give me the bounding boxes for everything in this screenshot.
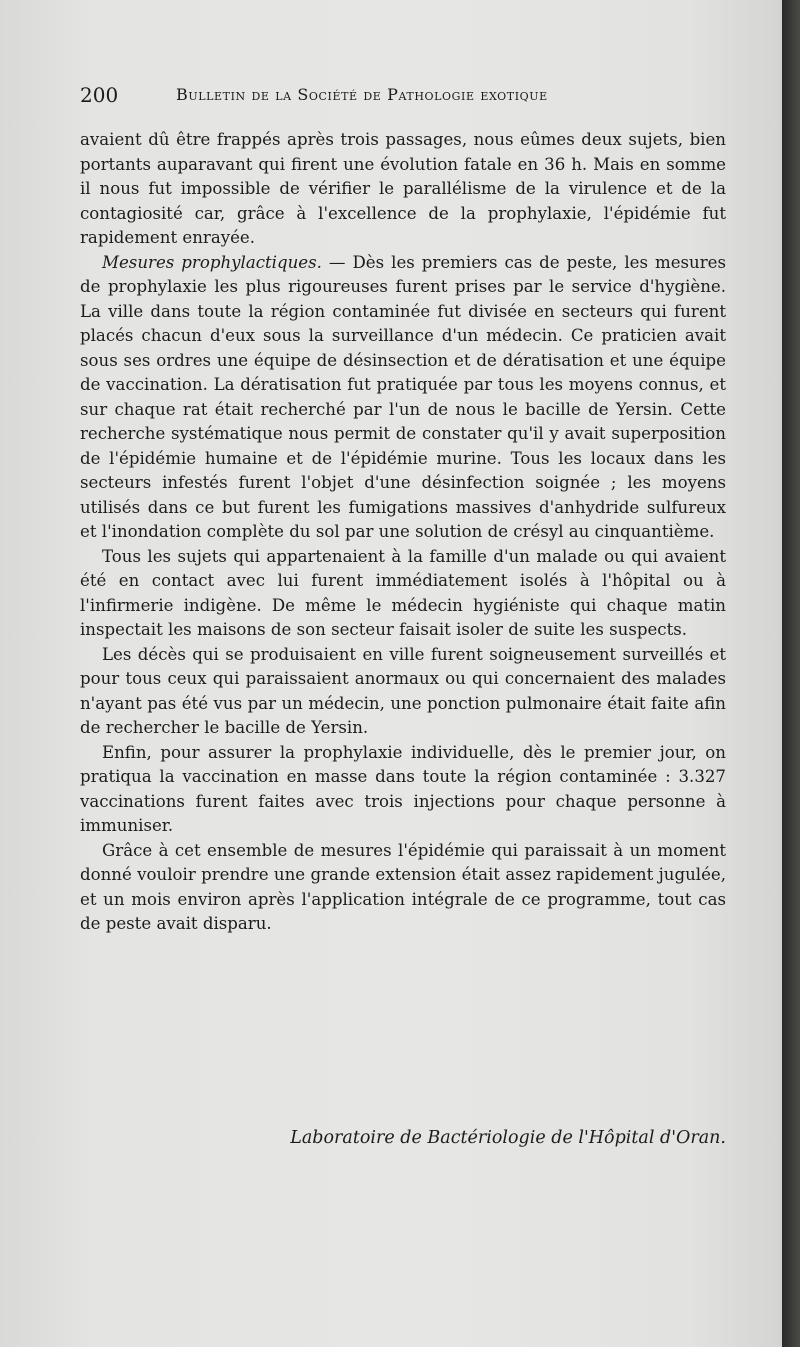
paragraph-text: — Dès les premiers cas de peste, les mesures de prophylaxie les plus rigoureuses furent prises par le service d'hygiène. La ville dans toute la région contaminée fut divisée en secteurs qui furent placés chacun d'eux sous la surveillance d'un médecin. Ce praticien avait sous ses ordres une équipe de désinsection et de dératisation et une équipe de vaccination. La dératisation fut pratiquée par tous les moyens connus, et sur chaque rat était recherché par l'un de nous le bacille de Yersin. Cette recherche systématique nous permit de constater qu'il y avait superposition de l'épidémie humaine et de l'épidémie murine. Tous les locaux dans les secteurs infestés furent l'objet d'une désinfection soignée ; les moyens utilisés dans ce but furent les fumigations massives d'anhydride sulfureux et l'inondation complète du sol par une solution de crésyl au cinquantième.: [80, 252, 726, 541]
paragraph: Grâce à cet ensemble de mesures l'épidémie qui paraissait à un moment donné vouloir prendre une grande extension était assez rapidement jugulée, et un mois environ après l'application intégrale de ce programme, tout cas de peste avait disparu.: [80, 840, 726, 933]
paragraph: Enfin, pour assurer la prophylaxie individuelle, dès le premier jour, on pratiqua la vaccination en masse dans toute la région contaminée : 3.327 vaccinations furent faites avec trois injections pour chaque personne à immuniser.: [80, 742, 726, 835]
running-title: Bulletin de la Société de Pathologie exotique: [176, 85, 548, 104]
paragraph: avaient dû être frappés après trois passages, nous eûmes deux sujets, bien portants auparavant qui firent une évolution fatale en 36 h. Mais en somme il nous fut impossible de vérifier le parallélisme de la virulence et de la contagiosité car, grâce à l'excellence de la prophylaxie, l'épidémie fut rapidement enrayée.: [80, 130, 726, 247]
page-header: [80, 83, 728, 113]
page-number: 200: [80, 83, 119, 107]
section-title: Mesures prophylactiques.: [102, 252, 322, 272]
signature: Laboratoire de Bactériologie de l'Hôpital d'Oran.: [290, 1128, 726, 1148]
body-text: [80, 128, 726, 937]
page-edge-shadow: [782, 0, 800, 1347]
paragraph: [80, 251, 726, 545]
paragraph: Les décès qui se produisaient en ville furent soigneusement surveillés et pour tous ceux qui paraissaient anormaux ou qui concernaient des malades n'ayant pas été vus par un médecin, une ponction pulmonaire était faite afin de rechercher le bacille de Yersin.: [80, 644, 726, 737]
paragraph: Tous les sujets qui appartenaient à la famille d'un malade ou qui avaient été en contact avec lui furent immédiatement isolés à l'hôpital ou à l'infirmerie indigène. De même le médecin hygiéniste qui chaque matin inspectait les maisons de son secteur faisait isoler de suite les suspects.: [80, 546, 726, 639]
